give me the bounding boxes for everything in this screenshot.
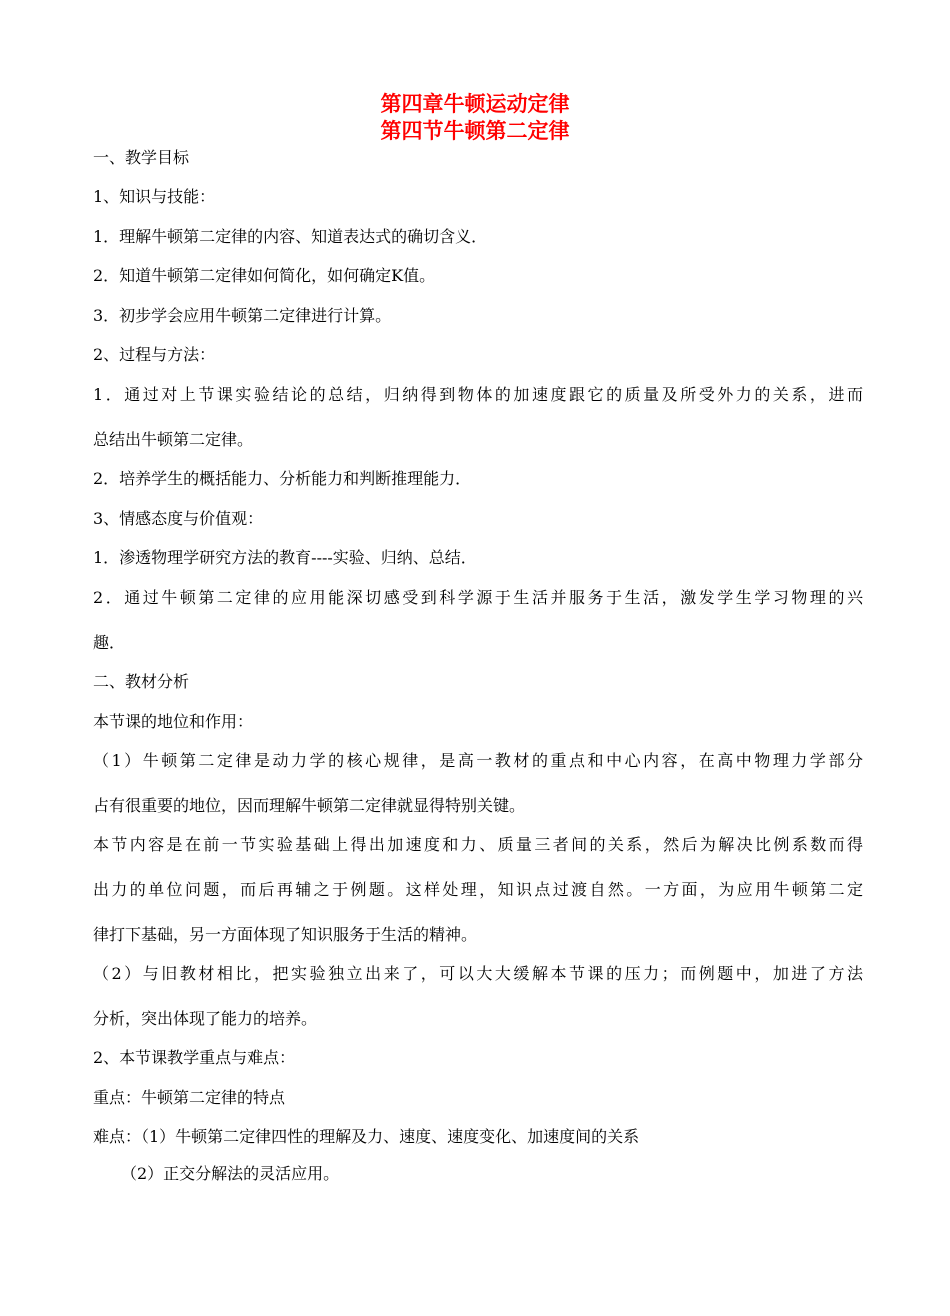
paragraph-line: 2．培养学生的概括能力、分析能力和判断推理能力． — [93, 469, 472, 488]
heading-material-analysis: 二、教材分析 — [93, 672, 190, 691]
chapter-title: 第四章牛顿运动定律 — [380, 92, 570, 116]
paragraph-line: 2．知道牛顿第二定律如何简化，如何确定K值。 — [93, 266, 436, 285]
paragraph-line: 分析，突出体现了能力的培养。 — [93, 1009, 318, 1028]
paragraph-line: 总结出牛顿第二定律。 — [93, 430, 254, 449]
paragraph-line: 趣． — [93, 633, 126, 652]
key-point-line: 重点：牛顿第二定律的特点 — [93, 1088, 286, 1107]
paragraph-line: 占有很重要的地位，因而理解牛顿第二定律就显得特别关键。 — [93, 796, 526, 815]
paragraph-line: 3．初步学会应用牛顿第二定律进行计算。 — [93, 306, 392, 325]
paragraph-line: 出力的单位问题，而后再辅之于例题。这样处理，知识点过渡自然。一方面，为应用牛顿第二定 — [93, 880, 863, 899]
paragraph-line: 本节内容是在前一节实验基础上得出加速度和力、质量三者间的关系，然后为解决比例系数而得 — [93, 835, 863, 854]
paragraph-line: 1．渗透物理学研究方法的教育----实验、归纳、总结． — [93, 548, 477, 567]
paragraph-line: 律打下基础，另一方面体现了知识服务于生活的精神。 — [93, 925, 478, 944]
paragraph-line: 1．通过对上节课实验结论的总结，归纳得到物体的加速度跟它的质量及所受外力的关系，进而 — [93, 385, 863, 404]
difficulty-line: 难点：（1）牛顿第二定律四性的理解及力、速度、速度变化、加速度间的关系 — [93, 1127, 640, 1146]
subheading-role: 本节课的地位和作用： — [93, 712, 254, 731]
paragraph-line: 1．理解牛顿第二定律的内容、知道表达式的确切含义． — [93, 227, 488, 246]
difficulty-line: （2）正交分解法的灵活应用。 — [121, 1164, 340, 1183]
subheading-key-points: 2、本节课教学重点与难点： — [93, 1048, 296, 1067]
heading-teaching-goals: 一、教学目标 — [93, 148, 190, 167]
subheading-knowledge: 1、知识与技能： — [93, 187, 216, 206]
subheading-process: 2、过程与方法： — [93, 345, 216, 364]
paragraph-line: 2．通过牛顿第二定律的应用能深切感受到科学源于生活并服务于生活，激发学生学习物理的兴 — [93, 588, 863, 607]
section-title: 第四节牛顿第二定律 — [380, 119, 570, 143]
paragraph-line: （2）与旧教材相比，把实验独立出来了，可以大大缓解本节课的压力；而例题中，加进了方法 — [93, 964, 863, 983]
subheading-attitude: 3、情感态度与价值观： — [93, 509, 264, 528]
paragraph-line: （1）牛顿第二定律是动力学的核心规律，是高一教材的重点和中心内容，在高中物理力学部分 — [93, 751, 863, 770]
